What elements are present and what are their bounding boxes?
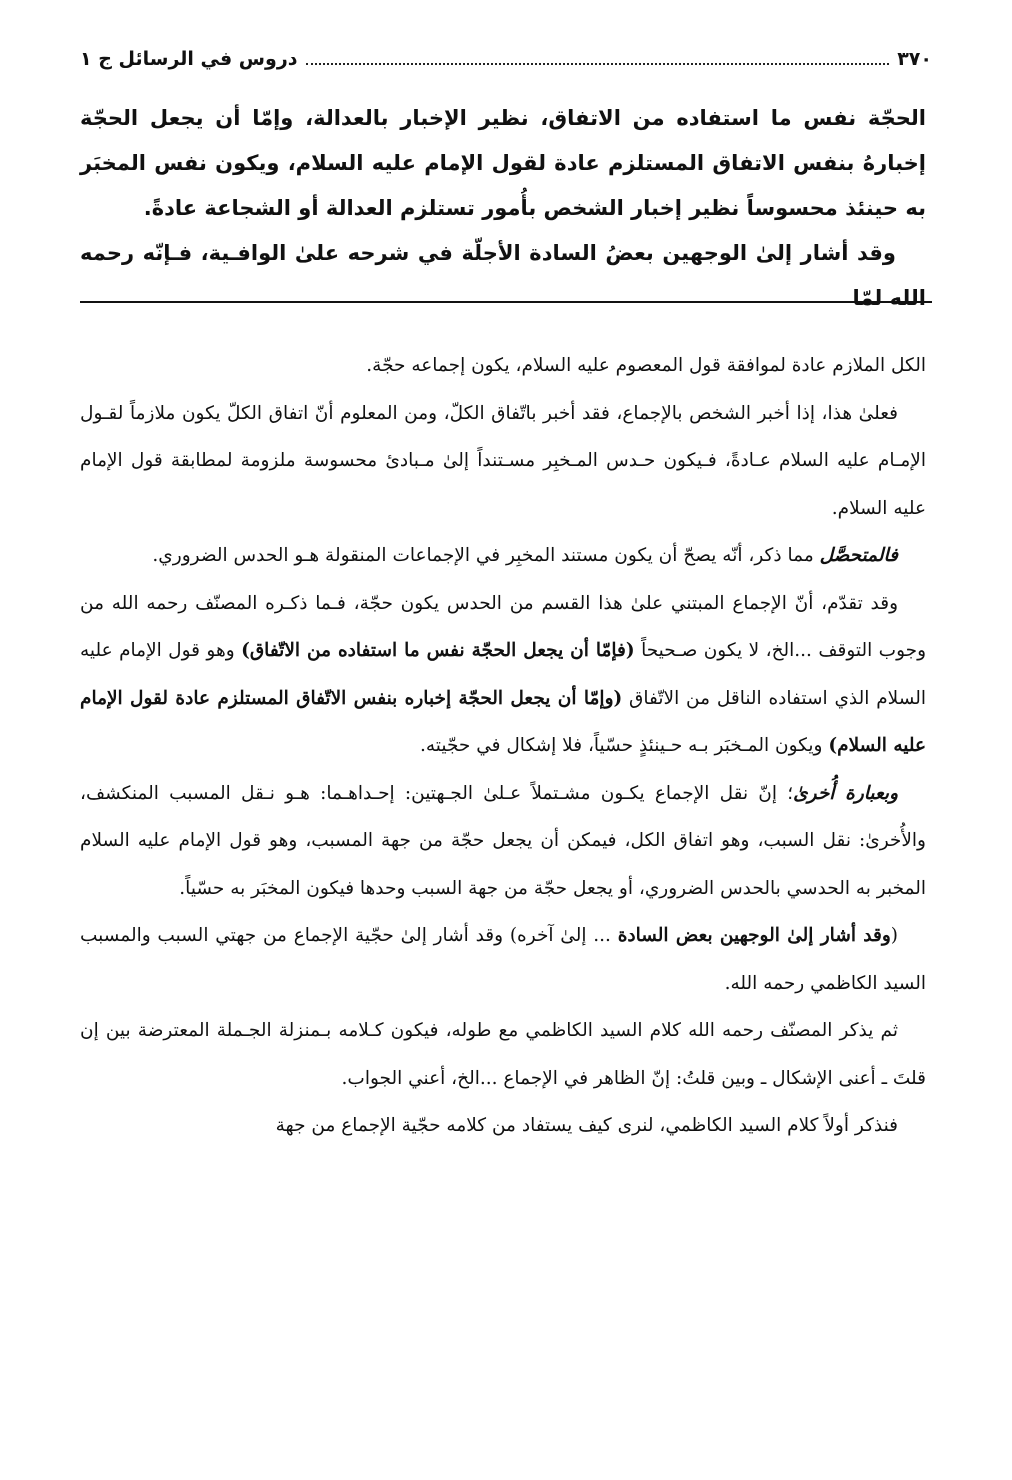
- paragraph-text: وهو قول الإمام عليه السلام الذي استفاده الناقل من الاتّفاق: [80, 640, 926, 709]
- emphasis-term: وبعبارة أُخرىٰ: [793, 782, 899, 804]
- paragraph-text: وقد تقدّم، أنّ الإجماع المبتني علىٰ هذا القسم من الحدس يكون حجّة، فـما ذكـره المصنّف رحمه الله من وجوب التوقف ...الخ، لا يكون صـحيحاً: [80, 592, 926, 661]
- commentary-paragraph: ثم يذكر المصنّف رحمه الله كلام السيد الكاظمي مع طوله، فيكون كـلامه بـمنزلة الجـملة المعترضة بين إن قلتَ ـ أعنى الإشكال ـ وبين قلتُ: إنّ الظاهر في الإجماع ...الخ، أعني الجواب.: [80, 1020, 926, 1089]
- commentary-paragraph: فعلىٰ هذا، إذا أخبر الشخص بالإجماع، فقد أخبر باتّفاق الكلّ، ومن المعلوم أنّ اتفاق الكلّ يكون ملازماً لقـول الإمـام عليه السلام عـادةً، فـيكون حـدس المـخبِر مسـتنداً إلىٰ مـبادئ محسوسة ملزومة لمطابقة قول الإمام عليه السلام.: [80, 402, 926, 519]
- commentary-paragraph: فنذكر أولاً كلام السيد الكاظمي، لنرى كيف يستفاد من كلامه حجّية الإجماع من جهة: [275, 1115, 898, 1136]
- commentary-paragraph: [80, 770, 926, 913]
- page-number: ٣٧٠: [897, 48, 932, 70]
- separator-line: [80, 301, 932, 303]
- header-dotted-leader: [306, 63, 890, 65]
- paragraph-text: ؛ إنّ نقل الإجماع يكـون مشـتملاً عـلىٰ الجـهتين: إحـداهـما: هـو نـقل المسبب المنكشف، والأُخرىٰ: نقل السبب، وهو اتفاق الكل، فيمكن أن يجعل حجّة من جهة المسبب، وهو قول الإمام عليه السلام المخبر به الحدسي بالحدس الضروري، أو يجعل حجّة من جهة السبب وحدها فيكون المخبَر به حسّياً.: [80, 782, 926, 899]
- quote-paragraph: وقد أشار إلىٰ الوجهين بعضُ السادة الأجلّة في شرحه علىٰ الوافـية، فـإنّه رحمه الله لمّا: [80, 241, 926, 310]
- main-text-quote: [80, 96, 926, 321]
- commentary-paragraph: الكل الملازم عادة لموافقة قول المعصوم عليه السلام، يكون إجماعه حجّة.: [366, 355, 926, 376]
- book-title: دروس في الرسائل ج ١: [80, 48, 298, 70]
- commentary-paragraph: [80, 532, 926, 580]
- quoted-text: وقد أشار إلىٰ الوجهين بعض السادة: [617, 925, 891, 946]
- paragraph-text: (: [890, 925, 898, 946]
- quoted-text: (فإمّا أن يجعل الحجّة نفس ما استفاده من الاتّفاق): [241, 640, 635, 661]
- paragraph-text: مما ذكر، أنّه يصحّ أن يكون مستند المخبِر في الإجماعات المنقولة هـو الحدس الضروري.: [152, 545, 820, 566]
- commentary-text: [80, 342, 926, 1150]
- commentary-paragraph: [80, 580, 926, 770]
- emphasis-term: فالمتحصَّل: [819, 545, 898, 566]
- page-header: [80, 42, 932, 76]
- paragraph-text: ... إلىٰ آخره) وقد أشار إلىٰ حجّية الإجماع من جهتي السبب والمسبب السيد الكاظمي رحمه الله.: [80, 925, 926, 994]
- paragraph-text: ويكون المـخبَر بـه حـينئذٍ حسّياً، فلا إشكال في حجّيته.: [420, 735, 829, 756]
- commentary-paragraph: [80, 912, 926, 1007]
- quote-paragraph: الحجّة نفس ما استفاده من الاتفاق، نظير الإخبار بالعدالة، وإمّا أن يجعل الحجّة إخبارهُ بنفس الاتفاق المستلزم عادة لقول الإمام عليه السلام، ويكون نفس المخبَر به حينئذ محسوساً نظير إخبار الشخص بأُمور تستلزم العدالة أو الشجاعة عادةً.: [80, 106, 926, 220]
- quoted-text: (وإمّا أن يجعل الحجّة إخباره بنفس الاتّفاق المستلزم عادة لقول الإمام عليه السلام): [80, 687, 926, 756]
